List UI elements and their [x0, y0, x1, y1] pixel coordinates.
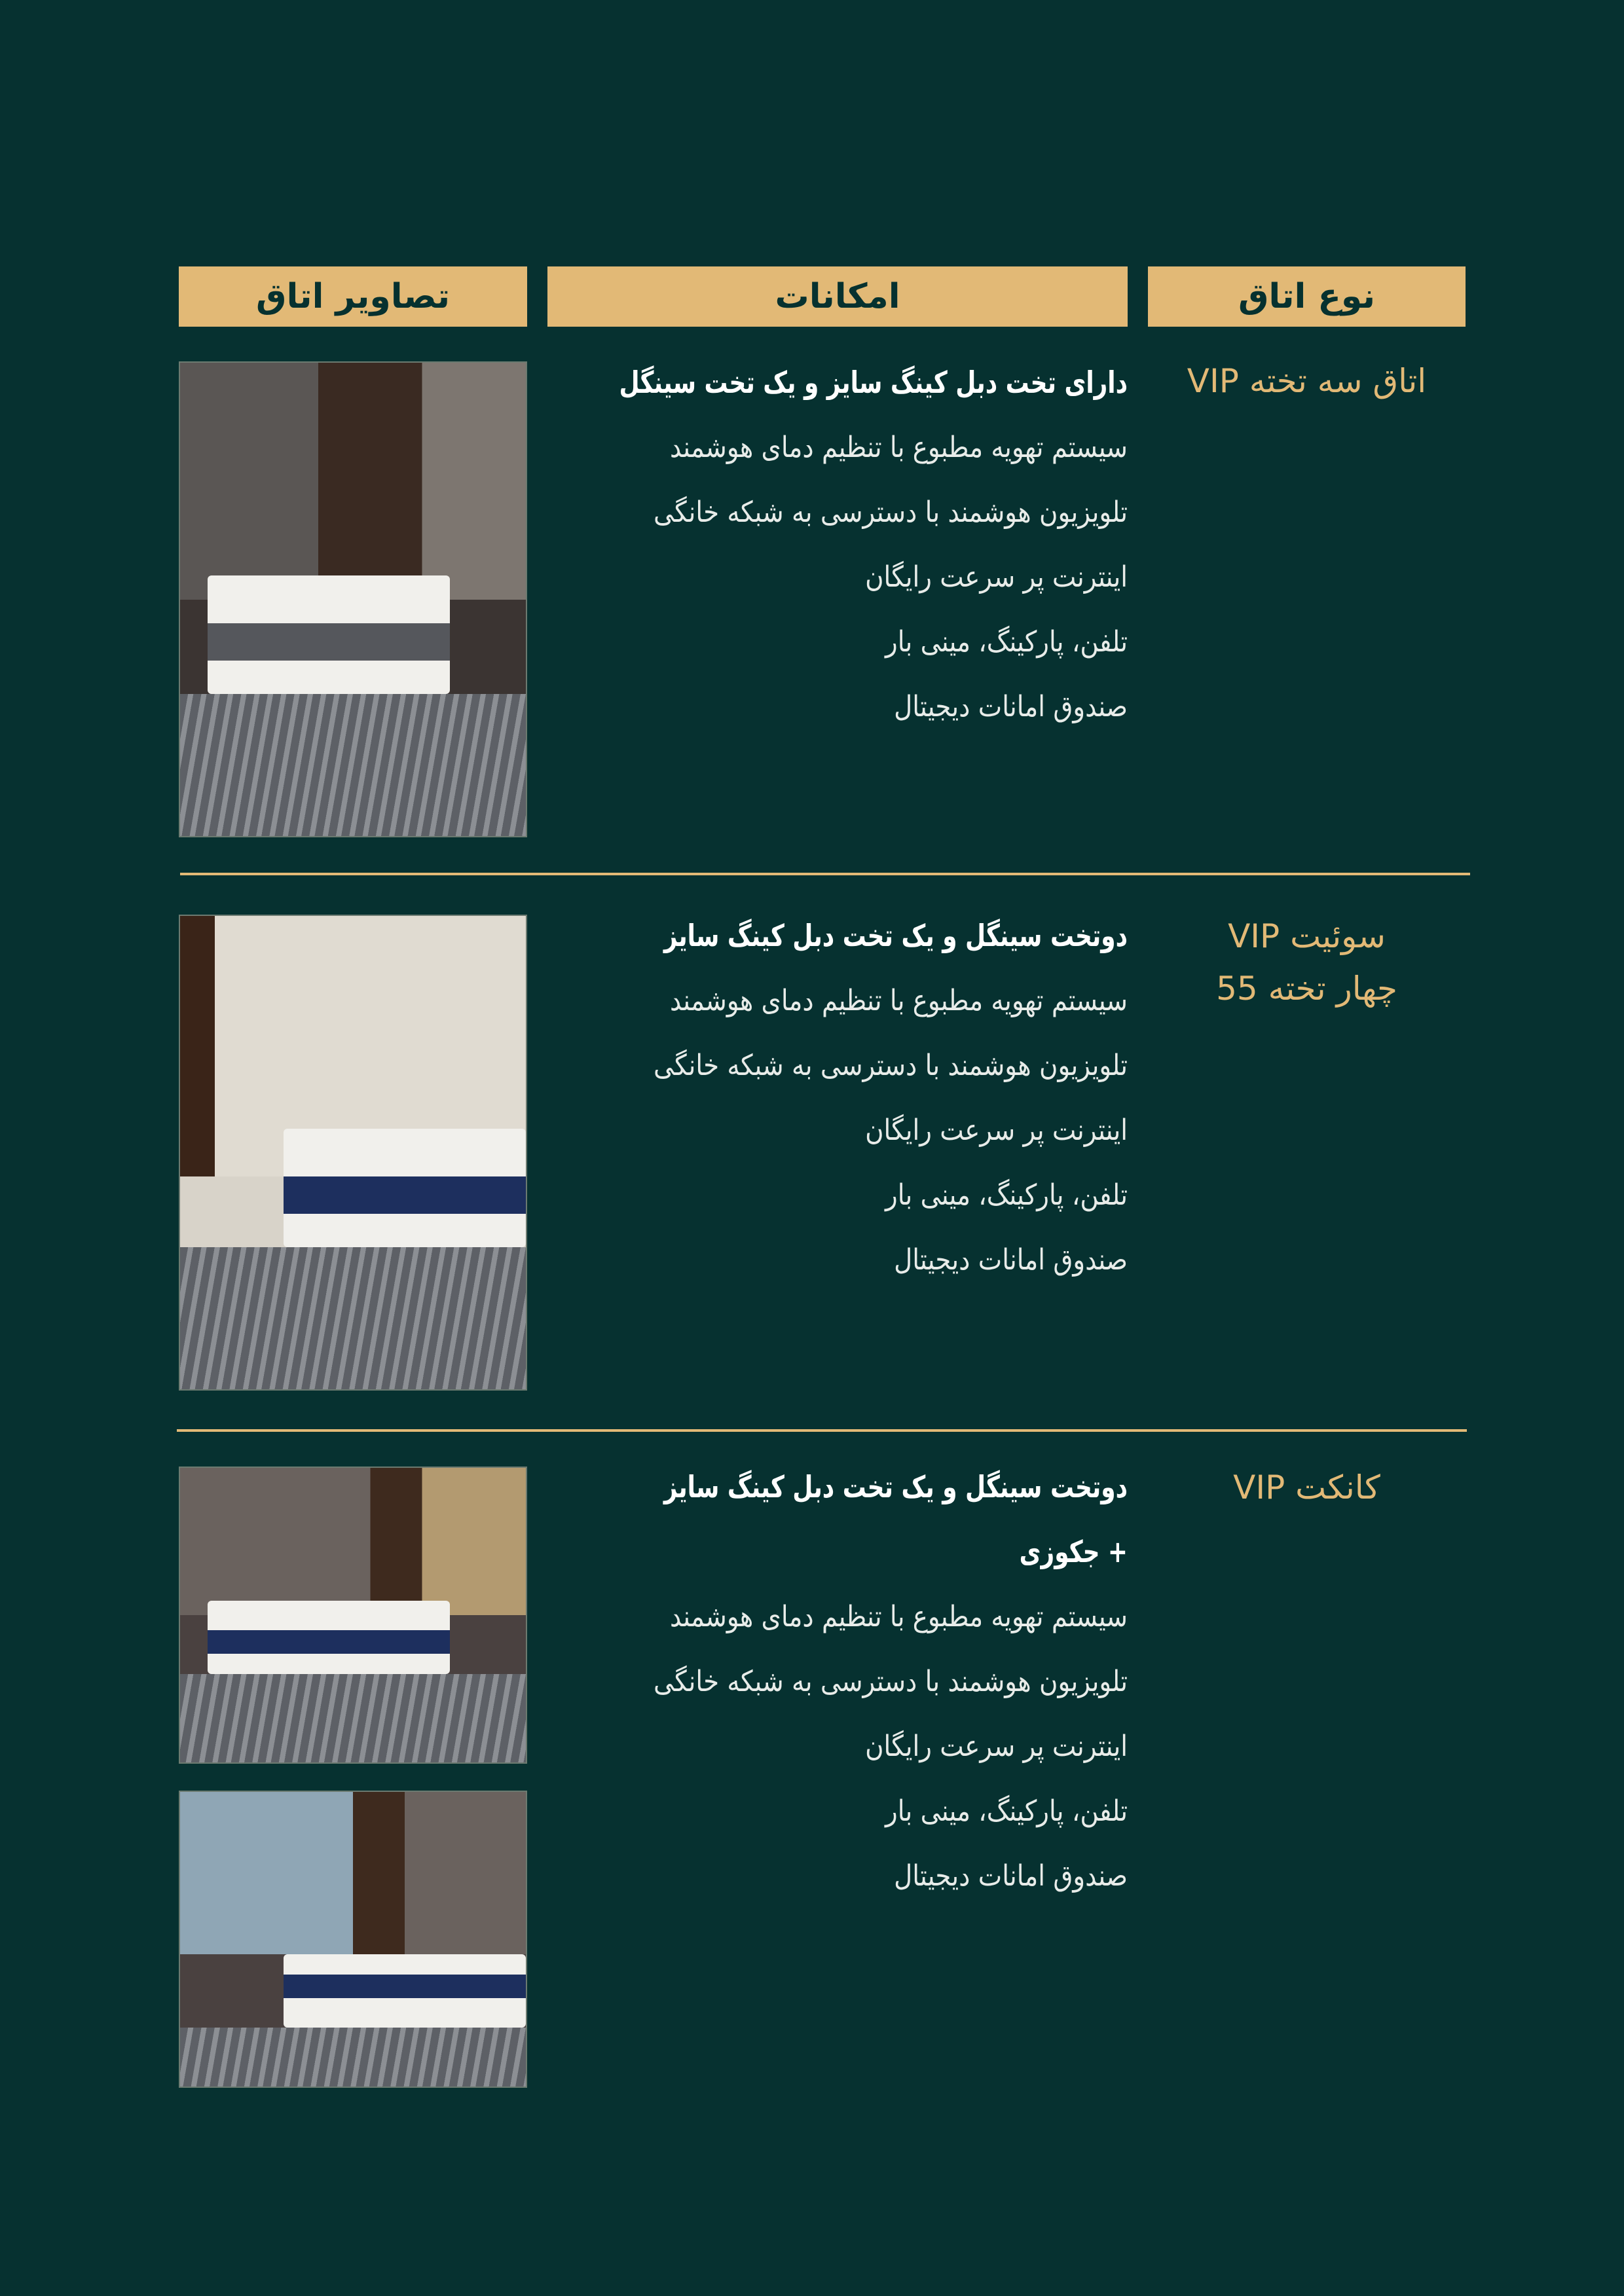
room-type-line: کانکت VIP [1233, 1468, 1380, 1506]
feature-item: تلویزیون هوشمند با دسترسی به شبکه خانگی [653, 1049, 1128, 1082]
feature-item: تلفن، پارکینگ، مینی بار [885, 1795, 1128, 1828]
room-type [1148, 910, 1466, 1015]
row-divider [180, 873, 1470, 875]
feature-item: سیستم تهویه مطبوع با تنظیم دمای هوشمند [669, 431, 1128, 464]
features-title: دارای تخت دبل کینگ سایز و یک تخت سینگل [619, 365, 1128, 400]
room-photo [179, 915, 527, 1391]
room-type [1148, 355, 1466, 407]
feature-item: تلفن، پارکینگ، مینی بار [885, 625, 1128, 659]
header-features [547, 266, 1128, 327]
header-label: تصاویر اتاق [256, 277, 450, 316]
header-room-type [1148, 266, 1466, 327]
header-label: امکانات [775, 277, 900, 316]
room-photo [179, 361, 527, 837]
room-features [547, 1455, 1128, 1908]
feature-item: سیستم تهویه مطبوع با تنظیم دمای هوشمند [669, 1600, 1128, 1633]
feature-item: تلویزیون هوشمند با دسترسی به شبکه خانگی [653, 496, 1128, 529]
room-type [1148, 1461, 1466, 1514]
room-type-line: سوئیت VIP [1228, 917, 1386, 955]
feature-item: اینترنت پر سرعت رایگان [865, 560, 1128, 594]
feature-item: تلویزیون هوشمند با دسترسی به شبکه خانگی [653, 1665, 1128, 1698]
row-divider [177, 1429, 1467, 1432]
room-features [547, 350, 1128, 739]
feature-item: اینترنت پر سرعت رایگان [865, 1730, 1128, 1763]
header-label: نوع اتاق [1238, 277, 1376, 316]
room-photo [179, 1467, 527, 1764]
header-room-images [179, 266, 527, 327]
feature-item: تلفن، پارکینگ، مینی بار [885, 1178, 1128, 1212]
features-title: + جکوزی [1019, 1534, 1128, 1569]
feature-item: سیستم تهویه مطبوع با تنظیم دمای هوشمند [669, 984, 1128, 1017]
room-photo [179, 1791, 527, 2088]
room-type-line: چهار تخته 55 [1216, 970, 1397, 1008]
feature-item: اینترنت پر سرعت رایگان [865, 1114, 1128, 1147]
feature-item: صندوق امانات دیجیتال [894, 690, 1128, 723]
room-type-line: اتاق سه تخته VIP [1187, 362, 1427, 400]
room-features [547, 903, 1128, 1292]
features-title: دوتخت سینگل و یک تخت دبل کینگ سایز [663, 918, 1128, 953]
feature-item: صندوق امانات دیجیتال [894, 1859, 1128, 1893]
feature-item: صندوق امانات دیجیتال [894, 1243, 1128, 1277]
features-title: دوتخت سینگل و یک تخت دبل کینگ سایز [663, 1469, 1128, 1504]
